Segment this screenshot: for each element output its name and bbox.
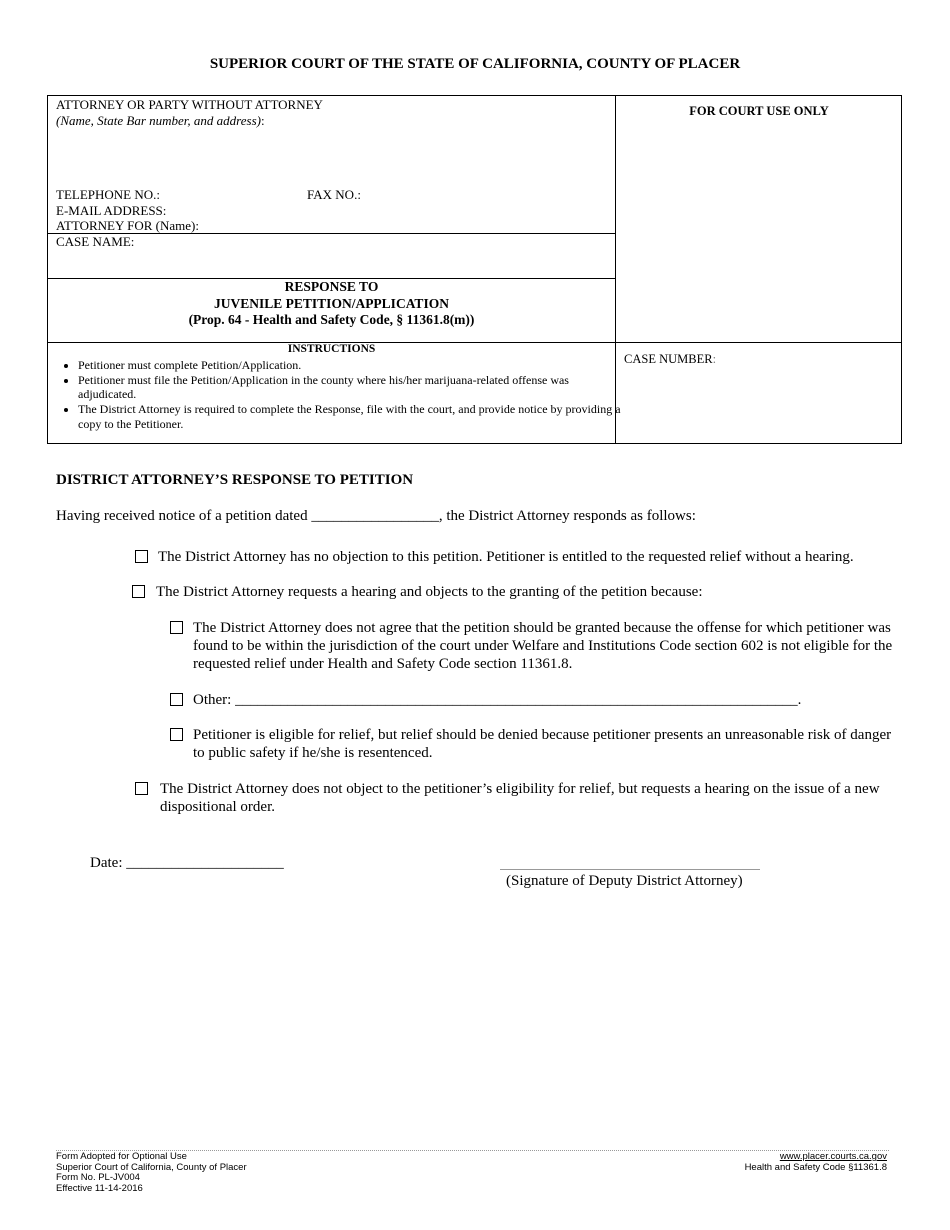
other-label[interactable]: Other: ___________________________________________________________________________. bbox=[193, 692, 802, 708]
telephone-field[interactable]: TELEPHONE NO.: bbox=[56, 187, 160, 202]
footer-effective-date: Effective 11-14-2016 bbox=[56, 1182, 143, 1194]
form-title bbox=[48, 279, 615, 329]
instruction-item: • Petitioner must complete Petition/Application. bbox=[78, 358, 623, 373]
requests-hearing-checkbox[interactable] bbox=[132, 585, 145, 598]
form-title-line-2: JUVENILE PETITION/APPLICATION bbox=[214, 295, 449, 311]
footer-references bbox=[745, 1152, 887, 1173]
dispositional-order-label: The District Attorney does not object to the petitioner’s eligibility for relief, but requests a hearing on the issue of a new dispositional order. bbox=[160, 781, 880, 815]
form-title-line-1: RESPONSE TO bbox=[284, 279, 379, 294]
instruction-item: • Petitioner must file the Petition/Application in the county where his/her marijuana-related offense was adjudicated. bbox=[78, 373, 623, 402]
form-header-table bbox=[47, 95, 902, 444]
form-title-line-3: (Prop. 64 - Health and Safety Code, § 11361.8(m)) bbox=[188, 312, 475, 327]
footer-form-number: Form No. PL-JV004 bbox=[56, 1172, 140, 1183]
footer-code-reference: Health and Safety Code §11361.8 bbox=[744, 1161, 887, 1173]
not-eligible-offense-label: The District Attorney does not agree that the petition should be granted because the offense for which petitioner was found to be within the jurisdiction of the court under Welfare and Institutions Code section 602 is not eligible for the requested relief under Health and Safety Code section 11361.8. bbox=[193, 620, 893, 672]
signature-label: (Signature of Deputy District Attorney) bbox=[506, 873, 743, 889]
response-heading: DISTRICT ATTORNEY’S RESPONSE TO PETITION bbox=[56, 472, 414, 488]
footer-court: Superior Court of California, County of Placer bbox=[56, 1161, 247, 1173]
court-use-label: FOR COURT USE ONLY bbox=[689, 104, 829, 118]
attorney-sub-label: (Name, State Bar number, and address): bbox=[56, 113, 265, 128]
not-eligible-offense-checkbox[interactable] bbox=[170, 621, 183, 634]
footer-form-info bbox=[56, 1152, 247, 1194]
instructions-list bbox=[58, 358, 623, 432]
court-title: SUPERIOR COURT OF THE STATE OF CALIFORNIA, COUNTY OF PLACER bbox=[209, 56, 741, 72]
dispositional-order-checkbox[interactable] bbox=[135, 782, 148, 795]
footer-adopted: Form Adopted for Optional Use bbox=[56, 1151, 187, 1162]
date-field[interactable]: Date: _____________________ bbox=[90, 855, 284, 871]
petition-date-statement: Having received notice of a petition dated _________________, the District Attorney responds as follows: bbox=[56, 508, 696, 524]
unreasonable-risk-checkbox[interactable] bbox=[170, 728, 183, 741]
attorney-for-field[interactable]: ATTORNEY FOR (Name): bbox=[56, 218, 199, 233]
unreasonable-risk-label: Petitioner is eligible for relief, but relief should be denied because petitioner presents an unreasonable risk of danger to public safety if he/she is resentenced. bbox=[193, 727, 892, 761]
instruction-item: • The District Attorney is required to complete the Response, file with the court, and provide notice by providing a copy to the Petitioner. bbox=[78, 402, 623, 431]
instructions-heading: INSTRUCTIONS bbox=[287, 343, 376, 355]
case-name-field[interactable]: CASE NAME: bbox=[56, 234, 135, 249]
no-objection-label: The District Attorney has no objection to this petition. Petitioner is entitled to the requested relief without a hearing. bbox=[158, 549, 854, 565]
court-website-link[interactable]: www.placer.courts.ca.gov bbox=[779, 1151, 887, 1162]
requests-hearing-label: The District Attorney requests a hearing and objects to the granting of the petition because: bbox=[156, 584, 703, 600]
other-checkbox[interactable] bbox=[170, 693, 183, 706]
signature-line[interactable] bbox=[500, 869, 760, 870]
fax-field[interactable]: FAX NO.: bbox=[307, 187, 361, 202]
attorney-label: ATTORNEY OR PARTY WITHOUT ATTORNEY bbox=[56, 97, 323, 112]
email-field[interactable]: E-MAIL ADDRESS: bbox=[56, 203, 167, 218]
no-objection-checkbox[interactable] bbox=[135, 550, 148, 563]
case-number-field[interactable]: CASE NUMBER: bbox=[624, 352, 717, 366]
